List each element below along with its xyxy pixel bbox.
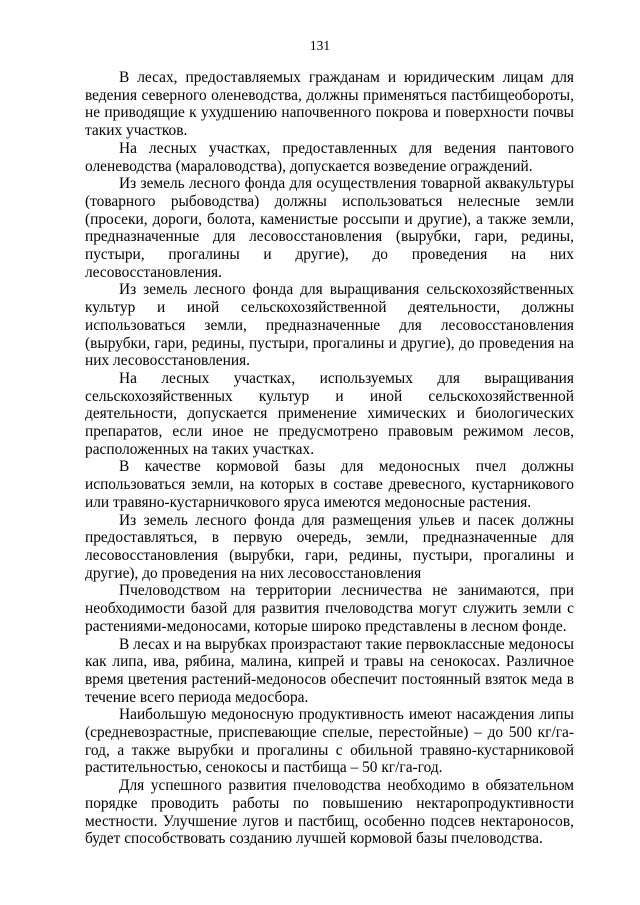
- paragraph: На лесных участках, предоставленных для ведения пантового оленеводства (мараловодства), допускается возведение ограждений.: [85, 139, 574, 175]
- paragraph: Из земель лесного фонда для размещения ульев и пасек должны предоставляться, в первую очередь, земли, предназначенные для лесовосстановления (вырубки, гари, редины, пустыри, прогалины и другие), до проведения на них лесовосстановления: [85, 511, 574, 582]
- paragraph: В лесах, предоставляемых гражданам и юридическим лицам для ведения северного оленеводства, должны применяться пастбищеобороты, не приводящие к ухудшению напочвенного покрова и поверхности почвы таких участков.: [85, 69, 574, 140]
- page-number: 131: [309, 38, 331, 53]
- paragraph: На лесных участках, используемых для выращивания сельскохозяйственных культур и иной сельскохозяйственной деятельности, допускается применение химических и биологических препаратов, если иное не предусмотрено правовым режимом лесов, расположенных на таких участках.: [85, 369, 574, 458]
- paragraph: Для успешного развития пчеловодства необходимо в обязательном порядке проводить работы по повышению нектаропродуктивности местности. Улучшение лугов и пастбищ, особенно подсев нектароносов, будет способствовать созданию лучшей кормовой базы пчеловодства.: [85, 777, 574, 848]
- paragraph: Из земель лесного фонда для выращивания сельскохозяйственных культур и иной сельскохозяйственной деятельности, должны использоваться земли, предназначенные для лесовосстановления (вырубки, гари, редины, пустыри, прогалины и другие), до проведения на них лесовосстановления.: [85, 281, 574, 370]
- paragraph: В качестве кормовой базы для медоносных пчел должны использоваться земли, на которых в составе древесного, кустарникового или травяно-кустарничкового яруса имеются медоносные растения.: [85, 458, 574, 511]
- document-body: [85, 69, 574, 848]
- paragraph: Из земель лесного фонда для осуществления товарной аквакультуры (товарного рыбоводства) должны использоваться нелесные земли (просеки, дороги, болота, каменистые россыпи и другие), а также земли, предназначенные для лесовосстановления (вырубки, гари, редины, пустыри, прогалины и другие), до проведения на них лесовосстановления.: [85, 175, 574, 281]
- paragraph: Пчеловодством на территории лесничества не занимаются, при необходимости базой для развития пчеловодства могут служить земли с растениями-медоносами, которые широко представлены в лесном фонде.: [85, 582, 574, 635]
- paragraph: В лесах и на вырубках произрастают такие первоклассные медоносы как липа, ива, рябина, малина, кипрей и травы на сенокосах. Различное время цветения растений-медоносов обеспечит постоянный взяток меда в течение всего периода медосбора.: [85, 635, 574, 706]
- paragraph: Наибольшую медоносную продуктивность имеют насаждения липы (средневозрастные, приспевающие спелые, перестойные) – до 500 кг/га-год, а также вырубки и прогалины с обильной травяно-кустарниковой растительностью, сенокосы и пастбища – 50 кг/га-год.: [85, 706, 574, 777]
